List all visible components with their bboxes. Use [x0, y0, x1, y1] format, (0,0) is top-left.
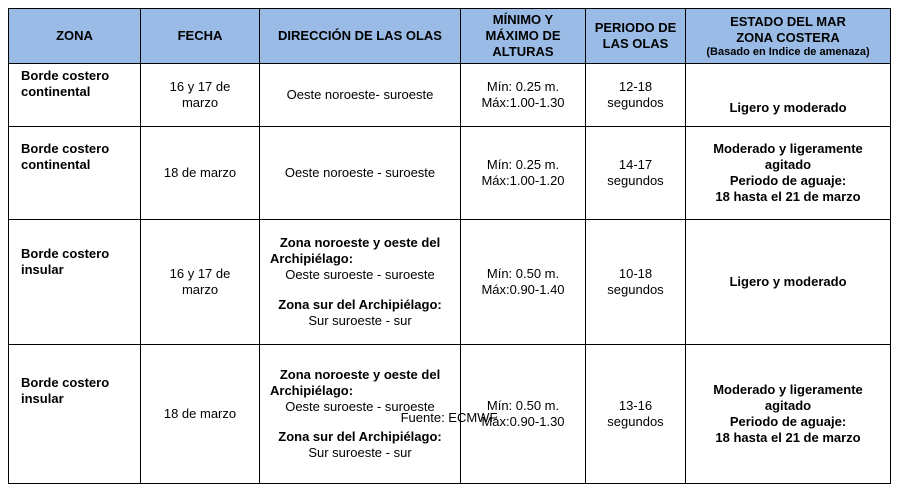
header-estado-subtitle: (Basado en Indice de amenaza): [706, 45, 870, 58]
cell-fecha: 18 de marzo: [141, 345, 260, 484]
cell-fecha: 16 y 17 de marzo: [141, 220, 260, 345]
cell-zona: Borde costero insular: [9, 220, 141, 345]
cell-direccion: Zona noroeste y oeste del Archipiélago: Oeste suroeste - suroeste Zona sur del Archipiélago: Sur suroeste - sur: [260, 220, 461, 345]
cell-alturas: Mín: 0.50 m. Máx:0.90-1.30: [461, 345, 586, 484]
table-row: [9, 127, 891, 220]
cell-periodo: 14-17 segundos: [586, 127, 686, 220]
cell-estado: Ligero y moderado: [686, 64, 891, 127]
cell-zona: Borde costero continental: [9, 127, 141, 220]
header-fecha: FECHA: [141, 9, 260, 64]
cell-fecha: 18 de marzo: [141, 127, 260, 220]
source-caption: Fuente: ECMWF: [400, 410, 498, 425]
table-row: [9, 64, 891, 127]
cell-zona: Borde costero insular: [9, 345, 141, 484]
cell-direccion: Oeste noroeste - suroeste: [260, 127, 461, 220]
header-estado: ESTADO DEL MAR ZONA COSTERA (Basado en Indice de amenaza): [686, 9, 891, 64]
cell-estado: Moderado y ligeramente agitado Periodo de aguaje: 18 hasta el 21 de marzo: [686, 345, 891, 484]
header-row: [9, 9, 891, 64]
cell-periodo: 10-18 segundos: [586, 220, 686, 345]
cell-direccion: Oeste noroeste- suroeste: [260, 64, 461, 127]
header-zona: ZONA: [9, 9, 141, 64]
cell-alturas: Mín: 0.25 m. Máx:1.00-1.20: [461, 127, 586, 220]
cell-alturas: Mín: 0.25 m. Máx:1.00-1.30: [461, 64, 586, 127]
cell-zona: Borde costero continental: [9, 64, 141, 127]
cell-fecha: 16 y 17 de marzo: [141, 64, 260, 127]
cell-estado: Ligero y moderado: [686, 220, 891, 345]
cell-alturas: Mín: 0.50 m. Máx:0.90-1.40: [461, 220, 586, 345]
cell-periodo: 13-16 segundos: [586, 345, 686, 484]
header-alturas: MÍNIMO Y MÁXIMO DE ALTURAS: [461, 9, 586, 64]
cell-periodo: 12-18 segundos: [586, 64, 686, 127]
header-direccion: DIRECCIÓN DE LAS OLAS: [260, 9, 461, 64]
table-row: [9, 220, 891, 345]
cell-direccion: Zona noroeste y oeste del Archipiélago: Oeste suroeste - suroeste Zona sur del Archipiélago: Sur suroeste - sur: [260, 345, 461, 484]
header-periodo: PERIODO DE LAS OLAS: [586, 9, 686, 64]
cell-estado: Moderado y ligeramente agitado Periodo de aguaje: 18 hasta el 21 de marzo: [686, 127, 891, 220]
